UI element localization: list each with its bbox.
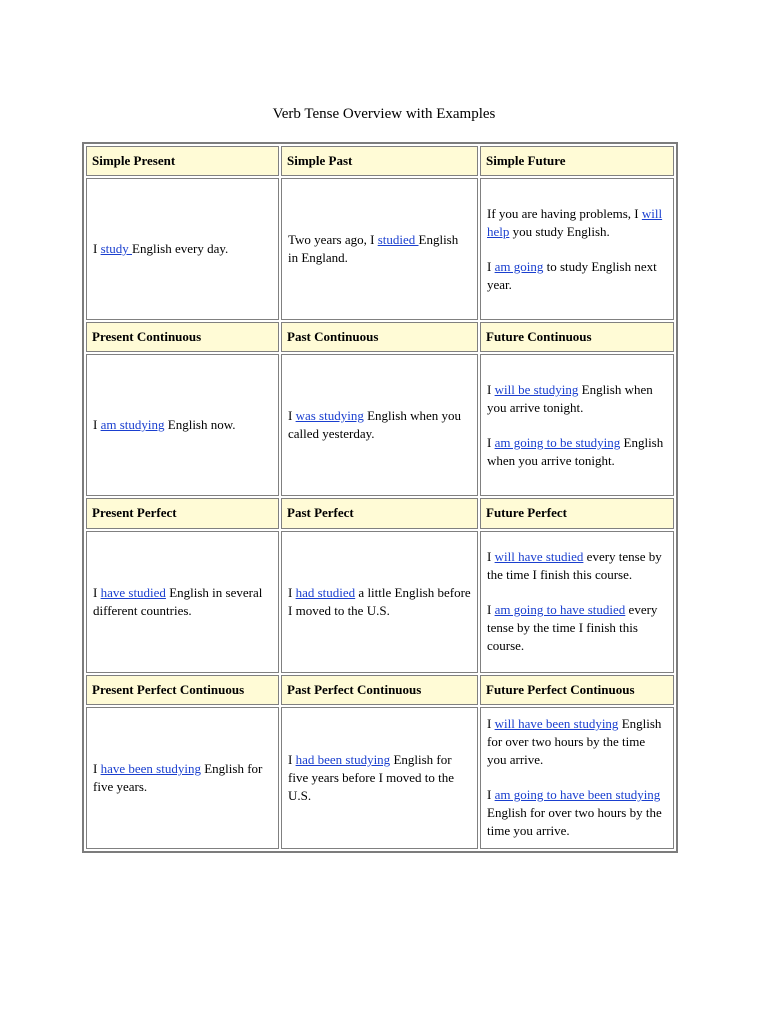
tense-name-header: Future Continuous	[480, 322, 674, 352]
page-title: Verb Tense Overview with Examples	[272, 106, 496, 122]
verb-phrase-link[interactable]: will have studied	[494, 549, 584, 565]
tense-example-cell	[281, 531, 478, 673]
tense-header-row	[86, 322, 674, 352]
sentence-text: I	[487, 602, 495, 618]
tense-name-header: Future Perfect Continuous	[480, 675, 674, 705]
verb-phrase-link[interactable]: am going to have been studying	[494, 787, 661, 803]
sentence-text: I	[487, 787, 495, 803]
example-sentence	[288, 584, 471, 620]
sentence-text: I	[487, 549, 495, 565]
verb-phrase-link[interactable]: am going to have studied	[494, 602, 626, 618]
sentence-text: I	[487, 258, 495, 274]
tense-name-header: Simple Present	[86, 146, 279, 176]
sentence-text: I	[93, 760, 101, 776]
verb-phrase-link[interactable]: am studying	[100, 417, 165, 433]
tense-example-cell	[86, 354, 279, 496]
tense-header-row	[86, 146, 674, 176]
tense-example-cell	[86, 707, 279, 849]
verb-phrase-link[interactable]: am going	[494, 258, 544, 274]
verb-phrase-link[interactable]: had studied	[295, 584, 356, 600]
sentence-text: If you are having problems, I	[487, 205, 642, 221]
tense-name-header: Present Perfect	[86, 498, 279, 528]
example-sentence	[487, 601, 667, 655]
sentence-text: English in several different countries.	[93, 584, 263, 618]
tense-example-cell	[480, 178, 674, 320]
tense-header-row	[86, 675, 674, 705]
sentence-text: English every day.	[132, 241, 229, 257]
tense-example-row	[86, 531, 674, 673]
example-sentence	[487, 258, 667, 294]
verb-tense-table	[82, 142, 678, 853]
sentence-text: English now.	[164, 417, 236, 433]
tense-name-header: Past Perfect Continuous	[281, 675, 478, 705]
verb-phrase-link[interactable]: am going to be studying	[494, 434, 621, 450]
tense-name-header: Simple Past	[281, 146, 478, 176]
verb-phrase-link[interactable]: will have been studying	[494, 716, 619, 732]
sentence-text: I	[93, 241, 101, 257]
tense-name-header: Simple Future	[480, 146, 674, 176]
sentence-text: a little English before I moved to the U.S.	[288, 584, 471, 618]
verb-phrase-link[interactable]: have studied	[100, 584, 166, 600]
sentence-text: English for over two hours by the time you arrive.	[487, 805, 662, 839]
sentence-text: I	[288, 751, 296, 767]
tense-example-row	[86, 178, 674, 320]
tense-example-cell	[281, 707, 478, 849]
sentence-text: I	[288, 584, 296, 600]
tense-example-cell	[86, 178, 279, 320]
sentence-text: you study English.	[509, 223, 610, 239]
example-sentence	[487, 548, 667, 584]
tense-example-cell	[281, 178, 478, 320]
sentence-text: English when you called yesterday.	[288, 408, 461, 442]
example-sentence	[288, 751, 471, 805]
tense-header-row	[86, 498, 674, 528]
sentence-text: I	[487, 434, 495, 450]
example-sentence	[93, 416, 272, 434]
sentence-text: to study English next year.	[487, 258, 657, 292]
tense-example-cell	[281, 354, 478, 496]
example-sentence	[93, 584, 272, 620]
sentence-text: every tense by the time I finish this course.	[487, 602, 658, 654]
example-sentence	[487, 381, 667, 417]
sentence-text: I	[93, 417, 101, 433]
verb-phrase-link[interactable]: will help	[487, 205, 663, 239]
sentence-text: I	[487, 716, 495, 732]
verb-tense-table-body	[86, 146, 674, 849]
example-sentence	[487, 715, 667, 769]
tense-example-row	[86, 707, 674, 849]
example-sentence	[487, 434, 667, 470]
tense-example-cell	[480, 707, 674, 849]
verb-phrase-link[interactable]: will be studying	[494, 381, 579, 397]
example-sentence	[288, 231, 471, 267]
tense-example-cell	[480, 531, 674, 673]
tense-example-cell	[480, 354, 674, 496]
verb-phrase-link[interactable]: was studying	[295, 408, 364, 424]
tense-name-header: Future Perfect	[480, 498, 674, 528]
sentence-text: English for five years.	[93, 760, 263, 794]
example-sentence	[487, 205, 667, 241]
tense-example-row	[86, 354, 674, 496]
example-sentence	[93, 240, 272, 258]
sentence-text: English for over two hours by the time you arrive.	[487, 716, 662, 768]
sentence-text: English for five years before I moved to the U.S.	[288, 751, 455, 803]
verb-phrase-link[interactable]: study	[100, 241, 133, 257]
sentence-text: I	[93, 584, 101, 600]
tense-name-header: Present Continuous	[86, 322, 279, 352]
tense-name-header: Past Perfect	[281, 498, 478, 528]
verb-phrase-link[interactable]: had been studying	[295, 751, 391, 767]
example-sentence	[487, 786, 667, 840]
sentence-text: every tense by the time I finish this course.	[487, 549, 662, 583]
sentence-text: English when you arrive tonight.	[487, 381, 653, 415]
tense-name-header: Present Perfect Continuous	[86, 675, 279, 705]
example-sentence	[93, 760, 272, 796]
verb-phrase-link[interactable]: have been studying	[100, 760, 201, 776]
tense-example-cell	[86, 531, 279, 673]
verb-phrase-link[interactable]: studied	[377, 232, 419, 248]
sentence-text: I	[487, 381, 495, 397]
sentence-text: I	[288, 408, 296, 424]
sentence-text: English when you arrive tonight.	[487, 434, 664, 468]
sentence-text: Two years ago, I	[288, 232, 378, 248]
sentence-text: English in England.	[288, 232, 459, 266]
tense-name-header: Past Continuous	[281, 322, 478, 352]
example-sentence	[288, 407, 471, 443]
